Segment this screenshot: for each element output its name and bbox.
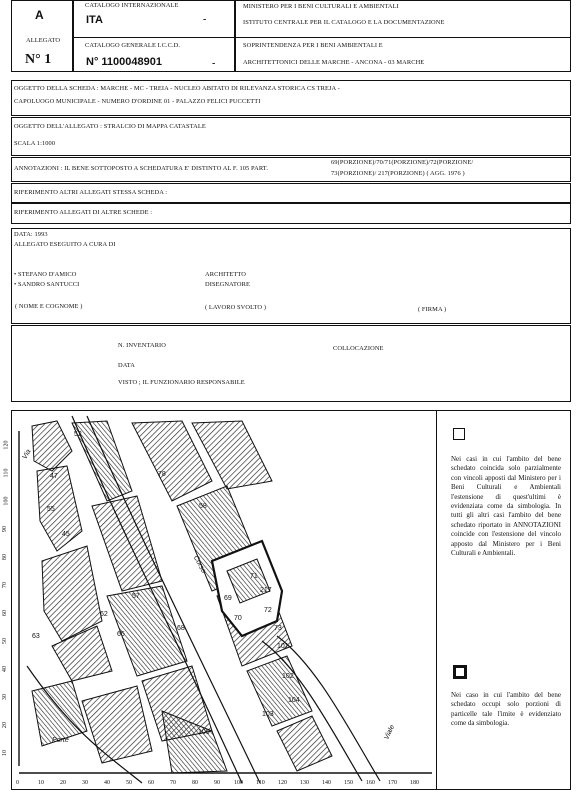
parcel-label: 57: [132, 593, 140, 600]
parcel-label: 102: [282, 673, 294, 680]
parcel-label: 65: [117, 631, 125, 638]
legend-checkbox-1: [453, 428, 465, 440]
firma-label: ( FIRMA ): [418, 306, 447, 313]
istituto-text: ISTITUTO CENTRALE PER IL CATALOGO E LA DOCUMENTAZIONE: [243, 19, 445, 26]
parcel-label: 72: [264, 607, 272, 614]
inventario-data-text: DATA: [118, 362, 135, 369]
ministero-divider: [235, 37, 571, 38]
data-text: DATA: 1993: [14, 231, 48, 238]
parcel-label: 217: [260, 587, 272, 594]
annotazioni-parts-line1: 69(PORZIONE)/70/71(PORZIONE)/72(PORZIONE/: [331, 159, 474, 166]
lavoro-label: ( LAVORO SVOLTO ): [205, 304, 267, 311]
parcel-label: 100: [198, 729, 210, 736]
legend-divider: [436, 410, 437, 790]
parcel-label: 103: [262, 711, 274, 718]
oggetto-scheda-line2: CAPOLUOGO MUNICIPALE - NUMERO D'ORDINE 01 - PALAZZO FELICI PUCCETTI: [14, 98, 261, 105]
left-scale-labels: 120 110 100 90 80 70 60 50 40 30 20 10: [2, 440, 10, 757]
ministero-text: MINISTERO PER I BENI CULTURALI E AMBIENTALI: [243, 3, 399, 10]
architettonici-text: ARCHITETTONICI DELLE MARCHE - ANCONA - 03 MARCHE: [243, 59, 425, 66]
parcel-label: 58: [199, 503, 207, 510]
parcel-label: 52: [74, 431, 82, 438]
annotazioni-parts-line2: 73(PORZIONE)/ 217(PORZIONE) ( AGG. 1976 ): [331, 170, 465, 177]
parcel-label: 68: [177, 625, 185, 632]
parcel-label: 47: [50, 473, 58, 480]
person-2: • SANDRO SANTUCCI: [14, 281, 80, 288]
parcel-label: 101: [277, 643, 289, 650]
oggetto-allegato-line: OGGETTO DELL'ALLEGATO : STRALCIO DI MAPPA CATASTALE: [14, 123, 206, 130]
street-label: Via: [21, 448, 33, 461]
riferimento-stessa-text: RIFERIMENTO ALTRI ALLEGATI STESSA SCHEDA :: [14, 189, 168, 196]
parcel-label: 104: [288, 697, 300, 704]
catalogo-generale-value: N° 1100048901: [86, 56, 162, 68]
parcel-label: 70: [234, 615, 242, 622]
role-2: DISEGNATORE: [205, 281, 251, 288]
street-label: Porte: [52, 737, 69, 744]
legend-text-1: Nei casi in cui l'ambito del bene schedato coincida solo parzialmente con vincoli apposti dal Ministero per i Beni Culturali e Ambientali l'estensione di quest'ultimi è evidenziata come da simbologia. In tutti gli altri casi l'ambito del bene schedato riportato in ANNOTAZIONI coincide con l'estensione del vincolo apposto dal Ministero per i Beni Culturali e Ambientali.: [451, 455, 561, 558]
allegato-number: N° 1: [25, 52, 52, 67]
parcel-label: 73: [274, 625, 282, 632]
scala-text: SCALA 1:1000: [14, 140, 56, 147]
oggetto-scheda-line1: OGGETTO DELLA SCHEDA : MARCHE - MC - TREIA - NUCLEO ABITATO DI RILEVANZA STORICA CS TREJA -: [14, 85, 340, 92]
inventario-box: [11, 325, 571, 402]
catalogo-divider: [73, 37, 235, 38]
catalogo-internazionale-label: CATALOGO INTERNAZIONALE: [85, 2, 179, 9]
parcel-label: 63: [32, 633, 40, 640]
bottom-scale-labels: 0 10 20 30 40 50 60 70 80 90 100 110 120 130 140 150 160 170 180: [16, 780, 419, 786]
legend-text-2: Nei caso in cui l'ambito del bene schedato occupi solo porzioni di particelle tale l'imite è evidenziato come da simbologia.: [451, 691, 561, 728]
soprintendenza-text: SOPRINTENDENZA PER I BENI AMBIENTALI E: [243, 42, 383, 49]
catalogo-internazionale-value: ITA: [86, 14, 103, 26]
riferimento-altre-text: RIFERIMENTO ALLEGATI DI ALTRE SCHEDE :: [14, 209, 153, 216]
allegato-letter: A: [35, 8, 44, 22]
nome-label: ( NOME E COGNOME ): [15, 303, 83, 310]
inventario-text: N. INVENTARIO: [118, 342, 166, 349]
collocazione-text: COLLOCAZIONE: [333, 345, 384, 352]
parcel-label: 69: [224, 595, 232, 602]
street-label: Viale: [383, 724, 397, 741]
annotazioni-text: ANNOTAZIONI : IL BENE SOTTOPOSTO A SCHEDATURA E' DISTINTO AL F. 105 PART.: [14, 165, 269, 172]
legend-checkbox-2: [453, 665, 467, 679]
parcel-labels: [12, 411, 436, 781]
person-1: • STEFANO D'AMICO: [14, 271, 77, 278]
parcel-label: 45: [62, 531, 70, 538]
dash-2: -: [212, 58, 216, 69]
parcel-label: 62: [100, 611, 108, 618]
eseguito-text: ALLEGATO ESEGUITO A CURA DI: [14, 241, 116, 248]
dash-1: -: [203, 14, 207, 25]
street-label: Corso: [191, 554, 207, 575]
parcel-label: 78: [158, 471, 166, 478]
parcel-label: 71: [250, 573, 258, 580]
allegato-label: ALLEGATO: [26, 37, 61, 44]
role-1: ARCHITETTO: [205, 271, 246, 278]
parcel-label: 55: [47, 506, 55, 513]
visto-text: VISTO ; IL FUNZIONARIO RESPONSABILE: [118, 379, 245, 386]
catalogo-generale-label: CATALOGO GENERALE I.C.C.D.: [85, 42, 181, 49]
